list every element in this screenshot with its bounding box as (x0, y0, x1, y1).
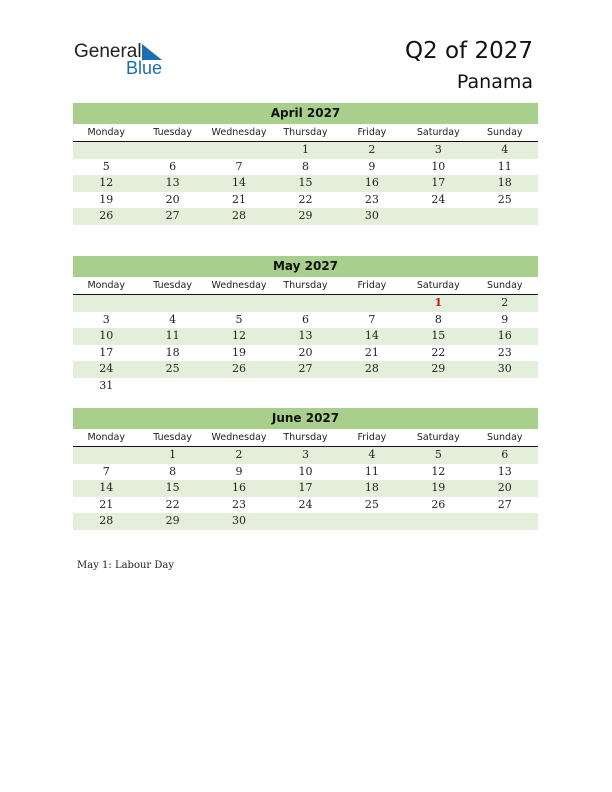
date-cell (73, 447, 139, 464)
date-cell (206, 378, 272, 395)
date-cell: 9 (235, 464, 243, 478)
date-cell: 16 (364, 176, 379, 189)
weekday-label: Friday (357, 432, 387, 443)
date-cell: 8 (434, 312, 442, 326)
weekday-header-row (73, 124, 538, 142)
date-cell: 19 (431, 481, 446, 494)
date-cell: 12 (99, 176, 114, 189)
month-header: May 2027 (73, 256, 538, 277)
date-cell: 17 (99, 345, 114, 359)
date-cell: 13 (497, 464, 512, 478)
date-cell: 23 (497, 345, 512, 359)
weekday-label: Sunday (486, 127, 523, 138)
weekday-label: Sunday (486, 280, 523, 291)
date-cell: 6 (169, 159, 177, 173)
date-cell: 20 (165, 192, 180, 206)
date-cell (339, 378, 405, 395)
date-cell: 23 (232, 497, 247, 511)
date-cell: 15 (298, 176, 313, 189)
date-cell: 4 (368, 448, 376, 461)
date-cell: 1 (301, 143, 309, 156)
date-cell: 5 (434, 448, 442, 461)
date-cell: 19 (232, 345, 247, 359)
date-cell: 11 (364, 464, 379, 478)
weekday-label: Thursday (283, 432, 328, 443)
month-calendar-june (73, 408, 538, 530)
week-row (73, 142, 538, 159)
date-cell: 6 (501, 448, 509, 461)
week-row (73, 447, 538, 464)
date-cell (405, 513, 471, 530)
weekday-label: Thursday (283, 280, 328, 291)
month-header: June 2027 (73, 408, 538, 429)
page-title: Q2 of 2027 (404, 38, 533, 64)
date-cell: 25 (497, 192, 512, 206)
date-cell: 10 (298, 464, 313, 478)
week-row (73, 361, 538, 378)
date-cell: 22 (431, 345, 446, 359)
weekday-label: Wednesday (211, 127, 267, 138)
week-row (73, 345, 538, 362)
weekday-label: Wednesday (211, 432, 267, 443)
weekday-label: Monday (87, 127, 125, 138)
date-cell: 5 (102, 159, 110, 173)
date-cell: 17 (431, 176, 446, 189)
date-cell: 13 (298, 329, 313, 342)
date-cell: 15 (165, 481, 180, 494)
date-cell (339, 513, 405, 530)
date-cell (405, 208, 471, 225)
date-cell (339, 295, 405, 312)
date-cell (73, 295, 139, 312)
date-cell: 3 (102, 312, 110, 326)
date-cell: 25 (165, 362, 180, 375)
date-cell: 16 (497, 329, 512, 342)
weekday-label: Monday (87, 432, 125, 443)
date-cell: 2 (368, 143, 376, 156)
weekday-header-row (73, 277, 538, 295)
date-cell: 11 (165, 329, 180, 342)
date-cell: 27 (497, 497, 512, 511)
date-cell: 17 (298, 481, 313, 494)
logo-general-text: General (74, 41, 142, 62)
date-cell: 14 (232, 176, 247, 189)
date-cell: 30 (497, 362, 512, 375)
date-cell: 29 (298, 209, 313, 222)
weekday-label: Saturday (416, 127, 460, 138)
date-cell: 30 (364, 209, 379, 222)
date-cell: 18 (165, 345, 180, 359)
weekday-header-row (73, 429, 538, 447)
date-cell (472, 378, 538, 395)
date-cell (405, 378, 471, 395)
date-cell: 20 (497, 481, 512, 494)
date-cell: 8 (301, 159, 309, 173)
date-cell: 27 (165, 209, 180, 222)
week-row (73, 480, 538, 497)
month-header: April 2027 (73, 103, 538, 124)
weekday-label: Monday (87, 280, 125, 291)
date-cell: 6 (301, 312, 309, 326)
weekday-label: Tuesday (153, 280, 192, 291)
date-cell: 24 (298, 497, 313, 511)
date-cell: 12 (232, 329, 247, 342)
weekday-label: Saturday (416, 432, 460, 443)
date-cell: 7 (235, 159, 243, 173)
date-cell: 14 (364, 329, 379, 342)
date-cell: 2 (235, 448, 243, 461)
date-cell: 19 (99, 192, 114, 206)
week-row (73, 159, 538, 176)
date-cell (73, 142, 139, 159)
date-cell (139, 378, 205, 395)
date-cell: 3 (434, 143, 442, 156)
date-cell: 15 (431, 329, 446, 342)
date-cell: 10 (431, 159, 446, 173)
date-cell: 29 (165, 514, 180, 527)
date-cell: 28 (364, 362, 379, 375)
weekday-label: Tuesday (153, 432, 192, 443)
country-name: Panama (456, 71, 533, 93)
date-cell: 10 (99, 329, 114, 342)
date-cell: 26 (99, 209, 114, 222)
date-cell: 21 (232, 192, 247, 206)
weekday-label: Saturday (416, 280, 460, 291)
date-cell: 2 (501, 296, 509, 309)
month-calendar-april (73, 103, 538, 225)
month-calendar-may (73, 256, 538, 394)
date-cell: 20 (298, 345, 313, 359)
date-cell: 4 (169, 312, 177, 326)
holiday-date-cell: 1 (434, 296, 443, 309)
date-cell: 31 (99, 378, 114, 392)
date-cell: 7 (102, 464, 110, 478)
weekday-label: Wednesday (211, 280, 267, 291)
date-cell: 9 (368, 159, 376, 173)
date-cell: 25 (364, 497, 379, 511)
date-cell: 29 (431, 362, 446, 375)
date-cell (272, 295, 338, 312)
date-cell (272, 513, 338, 530)
date-cell: 5 (235, 312, 243, 326)
weekday-label: Tuesday (153, 127, 192, 138)
week-row (73, 192, 538, 209)
date-cell: 16 (232, 481, 247, 494)
week-row (73, 497, 538, 514)
weekday-label: Friday (357, 127, 387, 138)
date-cell: 4 (501, 143, 509, 156)
date-cell: 1 (169, 448, 177, 461)
weekday-label: Sunday (486, 432, 523, 443)
week-row (73, 175, 538, 192)
date-cell: 11 (497, 159, 512, 173)
logo (74, 41, 174, 81)
date-cell: 18 (364, 481, 379, 494)
week-row (73, 312, 538, 329)
logo-blue-text: Blue (126, 58, 163, 78)
date-cell: 26 (431, 497, 446, 511)
date-cell: 18 (497, 176, 512, 189)
date-cell: 22 (165, 497, 180, 511)
date-cell: 9 (501, 312, 509, 326)
date-cell (472, 513, 538, 530)
date-cell: 26 (232, 362, 247, 375)
date-cell: 8 (169, 464, 177, 478)
weekday-label: Friday (357, 280, 387, 291)
date-cell: 21 (364, 345, 379, 359)
date-cell: 12 (431, 464, 446, 478)
weekday-label: Thursday (283, 127, 328, 138)
date-cell: 3 (301, 448, 309, 461)
date-cell: 21 (99, 497, 114, 511)
date-cell (206, 295, 272, 312)
date-cell: 7 (368, 312, 376, 326)
week-row (73, 378, 538, 395)
date-cell (139, 142, 205, 159)
holiday-note: May 1: Labour Day (77, 560, 174, 571)
date-cell (272, 378, 338, 395)
date-cell (206, 142, 272, 159)
date-cell (139, 295, 205, 312)
date-cell: 28 (99, 514, 114, 527)
date-cell: 14 (99, 481, 114, 494)
date-cell (472, 208, 538, 225)
date-cell: 27 (298, 362, 313, 375)
date-cell: 13 (165, 176, 180, 189)
date-cell: 28 (232, 209, 247, 222)
date-cell: 30 (232, 514, 247, 527)
date-cell: 24 (431, 192, 446, 206)
date-cell: 23 (364, 192, 379, 206)
week-row (73, 295, 538, 312)
week-row (73, 208, 538, 225)
week-row (73, 513, 538, 530)
date-cell: 22 (298, 192, 313, 206)
week-row (73, 464, 538, 481)
week-row (73, 328, 538, 345)
date-cell: 24 (99, 362, 114, 375)
